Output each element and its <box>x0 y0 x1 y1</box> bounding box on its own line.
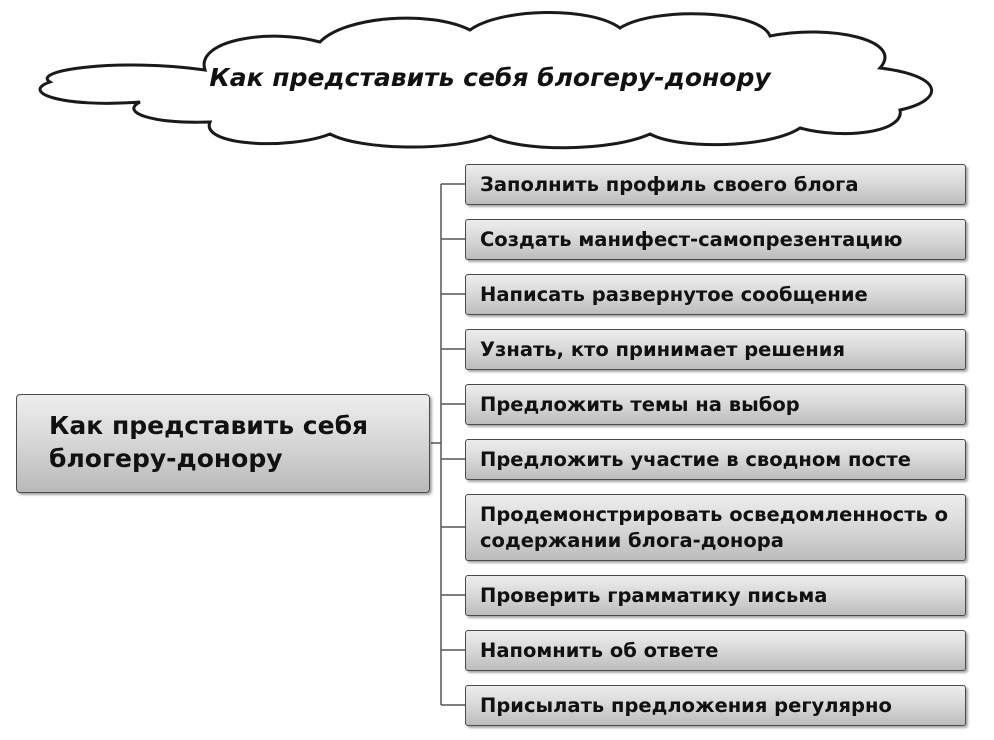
root-node: Как представить себя блогеру-донору <box>16 394 430 493</box>
list-item-label: Напомнить об ответе <box>480 638 719 662</box>
page-title: Как представить себя блогеру-донору <box>209 63 771 92</box>
list-item-label: Продемонстрировать осведомленность о содержании блога-донора <box>480 502 949 552</box>
list-item-4 <box>465 329 966 370</box>
list-item-label: Заполнить профиль своего блога <box>480 172 859 196</box>
list-item-7 <box>465 494 966 561</box>
list-item-label: Создать манифест-самопрезентацию <box>480 227 903 251</box>
connector-lines <box>431 184 465 705</box>
list-item-6 <box>465 439 966 480</box>
list-item-5 <box>465 384 966 425</box>
list-item-2 <box>465 219 966 260</box>
list-item-label: Присылать предложения регулярно <box>480 693 892 717</box>
list-item-label: Проверить грамматику письма <box>480 583 828 607</box>
list-item-8 <box>465 575 966 616</box>
list-item-1 <box>465 164 966 205</box>
list-item-3 <box>465 274 966 315</box>
list-item-10 <box>465 685 966 726</box>
list-item-label: Предложить темы на выбор <box>480 392 800 416</box>
list-item-label: Написать развернутое сообщение <box>480 282 868 306</box>
list-item-label: Узнать, кто принимает решения <box>480 337 845 361</box>
list-item-label: Предложить участие в сводном посте <box>480 447 911 471</box>
list-item-9 <box>465 630 966 671</box>
